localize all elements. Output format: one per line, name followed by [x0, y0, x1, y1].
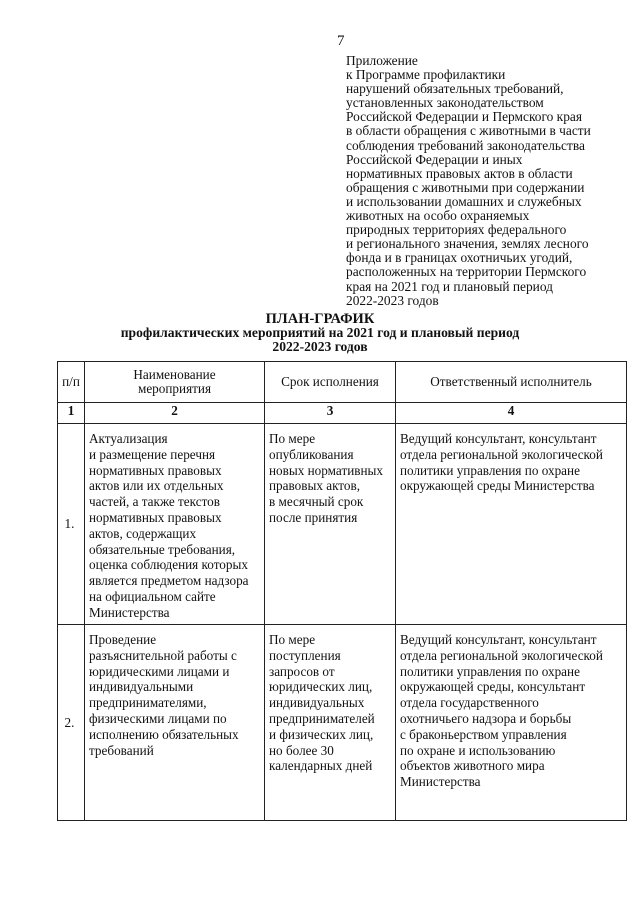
page-number: 7: [337, 33, 345, 49]
document-title: [0, 312, 640, 354]
plan-table: [57, 361, 627, 821]
header-responsible: Ответственный исполнитель: [396, 362, 627, 403]
column-numbers-row: [58, 403, 627, 424]
column-number: 2: [85, 403, 265, 424]
row-responsible: [396, 424, 627, 625]
table-header-row: [58, 362, 627, 403]
row-event-name-text: Актуализация и размещение перечня нормативных правовых актов или их отдельных частей, а также текстов нормативных правовых актов, содержащих обязательные требования, оценка соблюдения которых является предметом надзора на официальном сайте Министерства: [89, 431, 249, 620]
column-number: 4: [396, 403, 627, 424]
column-number: 3: [265, 403, 396, 424]
title-line-3: 2022-2023 годов: [272, 339, 368, 354]
header-deadline: Срок исполнения: [265, 362, 396, 403]
header-event-name: Наименование мероприятия: [85, 362, 265, 403]
row-responsible-text: Ведущий консультант, консультант отдела региональной экологической политики управления по охране окружающей среды, консультант отдела государственного охотничьего надзора и борьбы с браконьерством управления по охране и использованию объектов животного мира Министерства: [400, 632, 603, 790]
row-responsible-text: Ведущий консультант, консультант отдела региональной экологической политики управления по охране окружающей среды Министерства: [400, 431, 603, 494]
table-row: [58, 625, 627, 821]
row-deadline: [265, 625, 396, 821]
row-responsible: [396, 625, 627, 821]
title-line-2: профилактических мероприятий на 2021 год и плановый период: [120, 325, 520, 340]
row-event-name: [85, 625, 265, 821]
row-event-name: [85, 424, 265, 625]
row-number: 2.: [58, 625, 85, 821]
appendix-note: Приложение к Программе профилактики нарушений обязательных требований, установленных законодательством Российской Федерации и Пермского края в области обращения с животными в части соблюдения требований законодательства Российской Федерации и иных нормативных правовых актов в области обращения с животными при содержании и использовании домашних и служебных животных на особо охраняемых природных территориях федерального и регионального значения, землях лесного фонда и в границах охотничьих угодий, расположенных на территории Пермского края на 2021 год и плановый период 2022-2023 годов: [346, 53, 591, 308]
row-event-name-text: Проведение разъяснительной работы с юридическими лицами и индивидуальными предпринимателями, физическими лицами по исполнению обязательных требований: [89, 632, 239, 758]
header-number: п/п: [58, 362, 85, 403]
row-number: 1.: [58, 424, 85, 625]
title-line-1: ПЛАН-ГРАФИК: [265, 311, 375, 327]
column-number: 1: [58, 403, 85, 424]
row-deadline-text: По мере поступления запросов от юридических лиц, индивидуальных предпринимателей и физических лиц, но более 30 календарных дней: [269, 632, 375, 774]
row-deadline-text: По мере опубликования новых нормативных правовых актов, в месячный срок после принятия: [269, 431, 383, 525]
row-deadline: [265, 424, 396, 625]
table-row: [58, 424, 627, 625]
